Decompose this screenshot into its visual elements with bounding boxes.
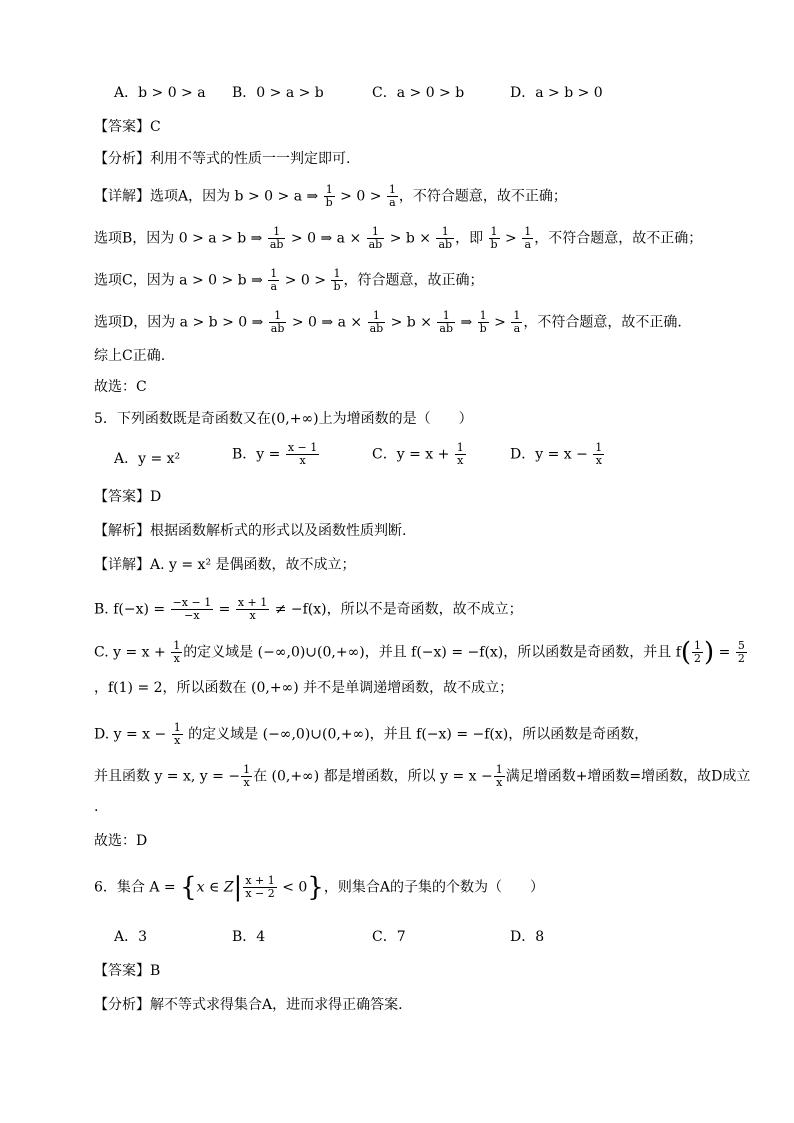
numerator: 1 xyxy=(324,184,335,197)
numerator: 1 xyxy=(524,225,532,238)
numerator: 1 xyxy=(694,639,702,652)
denominator: x xyxy=(457,454,464,467)
denominator: ab xyxy=(438,238,453,251)
separator: | xyxy=(233,872,243,903)
numerator: −x − 1 xyxy=(172,596,212,609)
numerator: 1 xyxy=(368,310,386,323)
numerator: 1 xyxy=(268,226,286,239)
fraction xyxy=(522,226,533,251)
numerator: 1 xyxy=(243,763,251,776)
numerator: 1 xyxy=(489,226,500,239)
denominator: 2 xyxy=(737,652,745,665)
denominator: 2 xyxy=(694,652,702,665)
numerator: 1 xyxy=(513,309,521,322)
numerator: 1 xyxy=(437,310,455,323)
text: 选项D，因为 a > b > 0 ⇒ xyxy=(94,314,264,331)
q4-choose: 故选：C xyxy=(94,379,147,395)
fraction xyxy=(455,442,466,467)
numerator: 1 xyxy=(367,226,385,239)
q5-detail-d xyxy=(94,722,734,747)
fraction xyxy=(593,442,604,467)
q4-answer: 【答案】C xyxy=(94,119,161,135)
denominator: ab xyxy=(439,322,454,335)
q5-answer: 【答案】D xyxy=(94,489,162,505)
text: > b × xyxy=(390,314,432,331)
denominator: ab xyxy=(270,322,285,335)
q4-analysis: 【分析】利用不等式的性质一一判定即可. xyxy=(94,151,351,167)
denominator: x xyxy=(249,609,256,622)
q4-option-a: A．b > 0 > a xyxy=(114,85,206,101)
fraction xyxy=(692,640,703,665)
q5-option-c xyxy=(372,442,467,467)
denominator: x xyxy=(595,454,602,467)
numerator: 1 xyxy=(456,441,464,454)
text: ⇒ xyxy=(460,314,473,331)
text: ，不符合题意，故不正确； xyxy=(398,188,567,205)
q6-option-c: C．7 xyxy=(372,929,406,945)
q4-detail-c xyxy=(94,268,734,293)
q5-choose: 故选：D xyxy=(94,833,148,849)
numerator: 1 xyxy=(331,268,342,281)
numerator: x + 1 xyxy=(237,596,268,609)
q5-option-d xyxy=(510,442,605,467)
q5-option-b xyxy=(232,442,320,467)
text: 的定义域是 (−∞,0)∪(0,+∞)，并且 f(−x) = −f(x)，所以函数是奇函数， xyxy=(183,726,649,743)
fraction xyxy=(478,310,489,335)
numerator: 5 xyxy=(737,639,745,652)
q6-answer: 【答案】B xyxy=(94,963,161,979)
paren: ( xyxy=(680,637,692,668)
numerator: 1 xyxy=(436,226,454,239)
denominator: x xyxy=(299,454,306,467)
denominator: a xyxy=(270,280,278,293)
denominator: x xyxy=(173,652,180,665)
denominator: x xyxy=(496,776,503,789)
text: B．y = xyxy=(232,446,281,463)
detail-tag: 【详解】 xyxy=(94,188,150,205)
fraction xyxy=(368,310,386,335)
numerator: 1 xyxy=(270,267,278,280)
text: > 0 ⇒ a × xyxy=(290,230,362,247)
text: ，即 xyxy=(455,230,484,247)
denominator: b xyxy=(325,196,333,209)
text: 并且函数 y = x, y = − xyxy=(94,768,241,785)
brace-left: { xyxy=(180,872,197,903)
fraction xyxy=(489,226,500,251)
fraction xyxy=(331,268,342,293)
numerator: 1 xyxy=(595,441,603,454)
text: < 0 xyxy=(282,879,308,896)
denominator: ab xyxy=(369,322,384,335)
q6-option-b: B．4 xyxy=(232,929,266,945)
fraction xyxy=(269,310,287,335)
fraction xyxy=(286,442,319,467)
denominator: a xyxy=(513,322,521,335)
q4-option-b: B．0 > a > b xyxy=(232,85,324,101)
text: D．y = x − xyxy=(510,446,588,463)
denominator: b xyxy=(333,280,341,293)
text: = xyxy=(218,601,231,618)
text: ，则集合A的子集的个数为（ ） xyxy=(323,879,544,896)
numerator: 1 xyxy=(478,310,489,323)
text: > b × xyxy=(389,230,432,247)
text: > 0 > xyxy=(340,188,382,205)
q5-detail-c-line2: ，f(1) = 2，所以函数在 (0,+∞) 并不是单调递增函数，故不成立； xyxy=(94,680,514,696)
text: > 0 ⇒ a × xyxy=(291,314,363,331)
denominator: −x xyxy=(184,609,200,622)
denominator: b xyxy=(479,322,487,335)
text: = xyxy=(718,644,731,661)
text: 的定义域是 (−∞,0)∪(0,+∞)，并且 f(−x) = −f(x)，所以函数是奇函数，并且 f xyxy=(183,644,681,661)
fraction xyxy=(236,597,269,622)
text: ，不符合题意，故不正确. xyxy=(523,314,682,331)
brace-right: } xyxy=(307,872,324,903)
text: 在 (0,+∞) 都是增函数，所以 y = x − xyxy=(253,768,493,785)
text: ，不符合题意，故不正确； xyxy=(534,230,703,247)
denominator: b xyxy=(490,238,498,251)
fraction xyxy=(736,640,747,665)
text: 选项C，因为 a > 0 > b ⇒ xyxy=(94,272,263,289)
q4-summary: 综上C正确. xyxy=(94,348,166,364)
text: C．y = x + xyxy=(372,446,450,463)
fraction xyxy=(437,310,455,335)
numerator: 1 xyxy=(495,763,503,776)
fraction xyxy=(268,268,279,293)
fraction xyxy=(268,226,286,251)
q6-stem xyxy=(94,872,734,903)
numerator: 1 xyxy=(173,639,181,652)
text: 选项B，因为 0 > a > b ⇒ xyxy=(94,230,263,247)
q4-detail-a xyxy=(94,184,734,209)
denominator: ab xyxy=(368,238,383,251)
fraction xyxy=(171,640,182,665)
text: C. y = x + xyxy=(94,644,166,661)
set-element: x ∈ Z xyxy=(196,879,234,896)
fraction xyxy=(241,764,252,789)
fraction xyxy=(324,184,335,209)
numerator: 1 xyxy=(388,183,396,196)
q5-detail-b xyxy=(94,597,734,622)
denominator: x xyxy=(243,776,250,789)
denominator: a xyxy=(389,196,396,209)
numerator: x − 1 xyxy=(287,441,318,454)
text: 6．集合 A = xyxy=(94,879,176,896)
text: > xyxy=(494,314,506,331)
fraction xyxy=(511,310,522,335)
q5-detail-a: 【详解】A. y = x² 是偶函数，故不成立； xyxy=(94,557,356,573)
q6-option-d: D．8 xyxy=(510,929,545,945)
q6-option-a: A．3 xyxy=(114,929,148,945)
q5-option-a: A．y = x² xyxy=(114,451,181,467)
q6-analysis: 【分析】解不等式求得集合A，进而求得正确答案. xyxy=(94,997,403,1013)
fraction xyxy=(171,597,214,622)
numerator: x + 1 xyxy=(245,874,275,887)
paren: ) xyxy=(704,637,715,668)
text: 选项A，因为 b > 0 > a ⇒ xyxy=(150,188,319,205)
text: 满足增函数+增函数=增函数，故D成立 xyxy=(505,768,751,785)
q5-analysis: 【解析】根据函数解析式的形式以及函数性质判断. xyxy=(94,523,407,539)
text: > 0 > xyxy=(284,272,327,289)
denominator: ab xyxy=(269,238,284,251)
fraction xyxy=(436,226,454,251)
denominator: x xyxy=(174,734,181,747)
text: D. y = x − xyxy=(94,726,167,743)
fraction xyxy=(367,226,385,251)
q5-trailing-dot: . xyxy=(94,799,99,815)
fraction xyxy=(387,184,398,209)
text: ，符合题意，故正确； xyxy=(343,272,484,289)
q5-detail-d-line2 xyxy=(94,763,751,789)
fraction xyxy=(494,764,505,789)
text: B. f(−x) = xyxy=(94,601,166,618)
denominator: a xyxy=(524,238,531,251)
q4-detail-d xyxy=(94,310,734,335)
q4-option-c: C．a > 0 > b xyxy=(372,85,465,101)
q4-option-d: D．a > b > 0 xyxy=(510,85,603,101)
fraction xyxy=(172,722,183,747)
denominator: x − 2 xyxy=(245,887,275,900)
text: > xyxy=(505,230,517,247)
q5-stem: 5．下列函数既是奇函数又在(0,+∞)上为增函数的是（ ） xyxy=(94,411,473,427)
q5-detail-c xyxy=(94,637,745,668)
text: ≠ −f(x)，所以不是奇函数，故不成立； xyxy=(274,601,523,618)
numerator: 1 xyxy=(269,310,287,323)
q4-detail-b xyxy=(94,226,734,251)
fraction xyxy=(243,875,276,900)
numerator: 1 xyxy=(173,721,181,734)
